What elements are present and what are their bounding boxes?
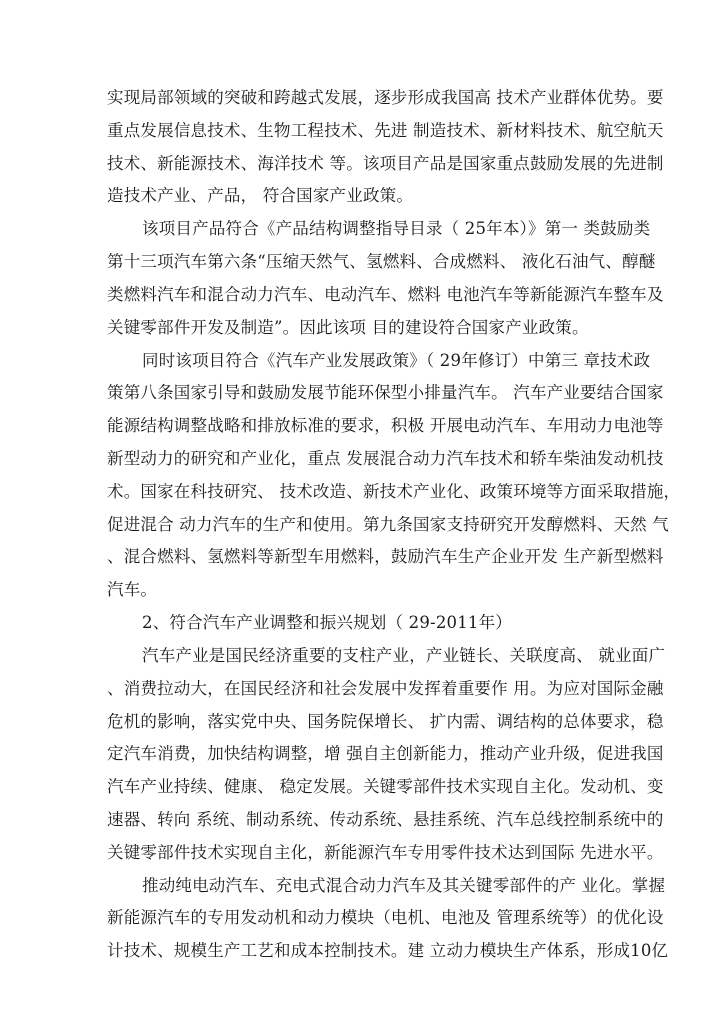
paragraph-3-line-1: 同时该项目符合《汽车产业发展政策》（ 29年修订）中第三 章技术政 xyxy=(142,351,651,370)
text-line-2: 重点发展信息技术、生物工程技术、先进 制造技术、新材料技术、航空航天 xyxy=(107,121,664,140)
text-line-6: 第十三项汽车第六条“压缩天然气、氢燃料、合成燃料、 液化石油气、醇醚 xyxy=(107,252,656,271)
text-line-26: 新能源汽车的专用发动机和动力模块（电机、电池及 管理系统等）的优化设 xyxy=(107,908,664,927)
text-line-4: 造技术产业、产品， 符合国家产业政策。 xyxy=(107,186,414,205)
text-line-3: 技术、新能源技术、海洋技术 等。该项目产品是国家重点鼓励发展的先进制 xyxy=(107,154,664,173)
text-line-27: 计技术、规模生产工艺和成本控制技术。建 立动力模块生产体系，形成10亿 xyxy=(107,941,669,960)
text-line-1: 实现局部领域的突破和跨越式发展，逐步形成我国高 技术产业群体优势。要 xyxy=(107,88,664,107)
text-line-10: 策第八条国家引导和鼓励发展节能环保型小排量汽车。 汽车产业要结合国家 xyxy=(107,383,664,402)
text-line-23: 速器、转向 系统、制动系统、传动系统、悬挂系统、汽车总线控制系统中的 xyxy=(107,810,664,829)
text-line-15: 、混合燃料、氢燃料等新型车用燃料，鼓励汽车生产企业开发 生产新型燃料 xyxy=(107,547,664,566)
text-line-14: 促进混合 动力汽车的生产和使用。第九条国家支持研究开发醇燃料、天然 气 xyxy=(107,515,669,534)
paragraph-2-line-1: 该项目产品符合《产品结构调整指导目录（ 25年本）》第一 类鼓励类 xyxy=(142,219,651,238)
section-heading: 2、符合汽车产业调整和振兴规划（ 29-2011年） xyxy=(142,613,513,632)
text-line-7: 类燃料汽车和混合动力汽车、电动汽车、燃料 电池汽车等新能源汽车整车及 xyxy=(107,285,664,304)
text-line-8: 关键零部件开发及制造”。因此该项 目的建设符合国家产业政策。 xyxy=(107,318,589,337)
text-line-13: 术。国家在科技研究、 技术改造、新技术产业化、政策环境等方面采取措施， xyxy=(107,482,681,501)
paragraph-4-line-1: 汽车产业是国民经济重要的支柱产业，产业链长、关联度高、 就业面广 xyxy=(142,646,666,665)
text-line-21: 定汽车消费，加快结构调整，增 强自主创新能力，推动产业升级，促进我国 xyxy=(107,744,664,763)
text-line-16: 汽车。 xyxy=(107,580,158,599)
text-line-12: 新型动力的研究和产业化，重点 发展混合动力汽车技术和轿车柴油发动机技 xyxy=(107,449,664,468)
paragraph-5-line-1: 推动纯电动汽车、充电式混合动力汽车及其关键零部件的产 业化。掌握 xyxy=(142,876,666,895)
text-line-22: 汽车产业持续、健康、 稳定发展。关键零部件技术实现自主化。发动机、变 xyxy=(107,777,664,796)
text-line-24: 关键零部件技术实现自主化，新能源汽车专用零件技术达到国际 先进水平。 xyxy=(107,843,664,862)
text-line-20: 危机的影响，落实党中央、国务院保增长、 扩内需、调结构的总体要求，稳 xyxy=(107,712,664,731)
text-line-11: 能源结构调整战略和排放标准的要求，积极 开展电动汽车、车用动力电池等 xyxy=(107,416,664,435)
text-line-19: 、消费拉动大，在国民经济和社会发展中发挥着重要作 用。为应对国际金融 xyxy=(107,679,664,698)
